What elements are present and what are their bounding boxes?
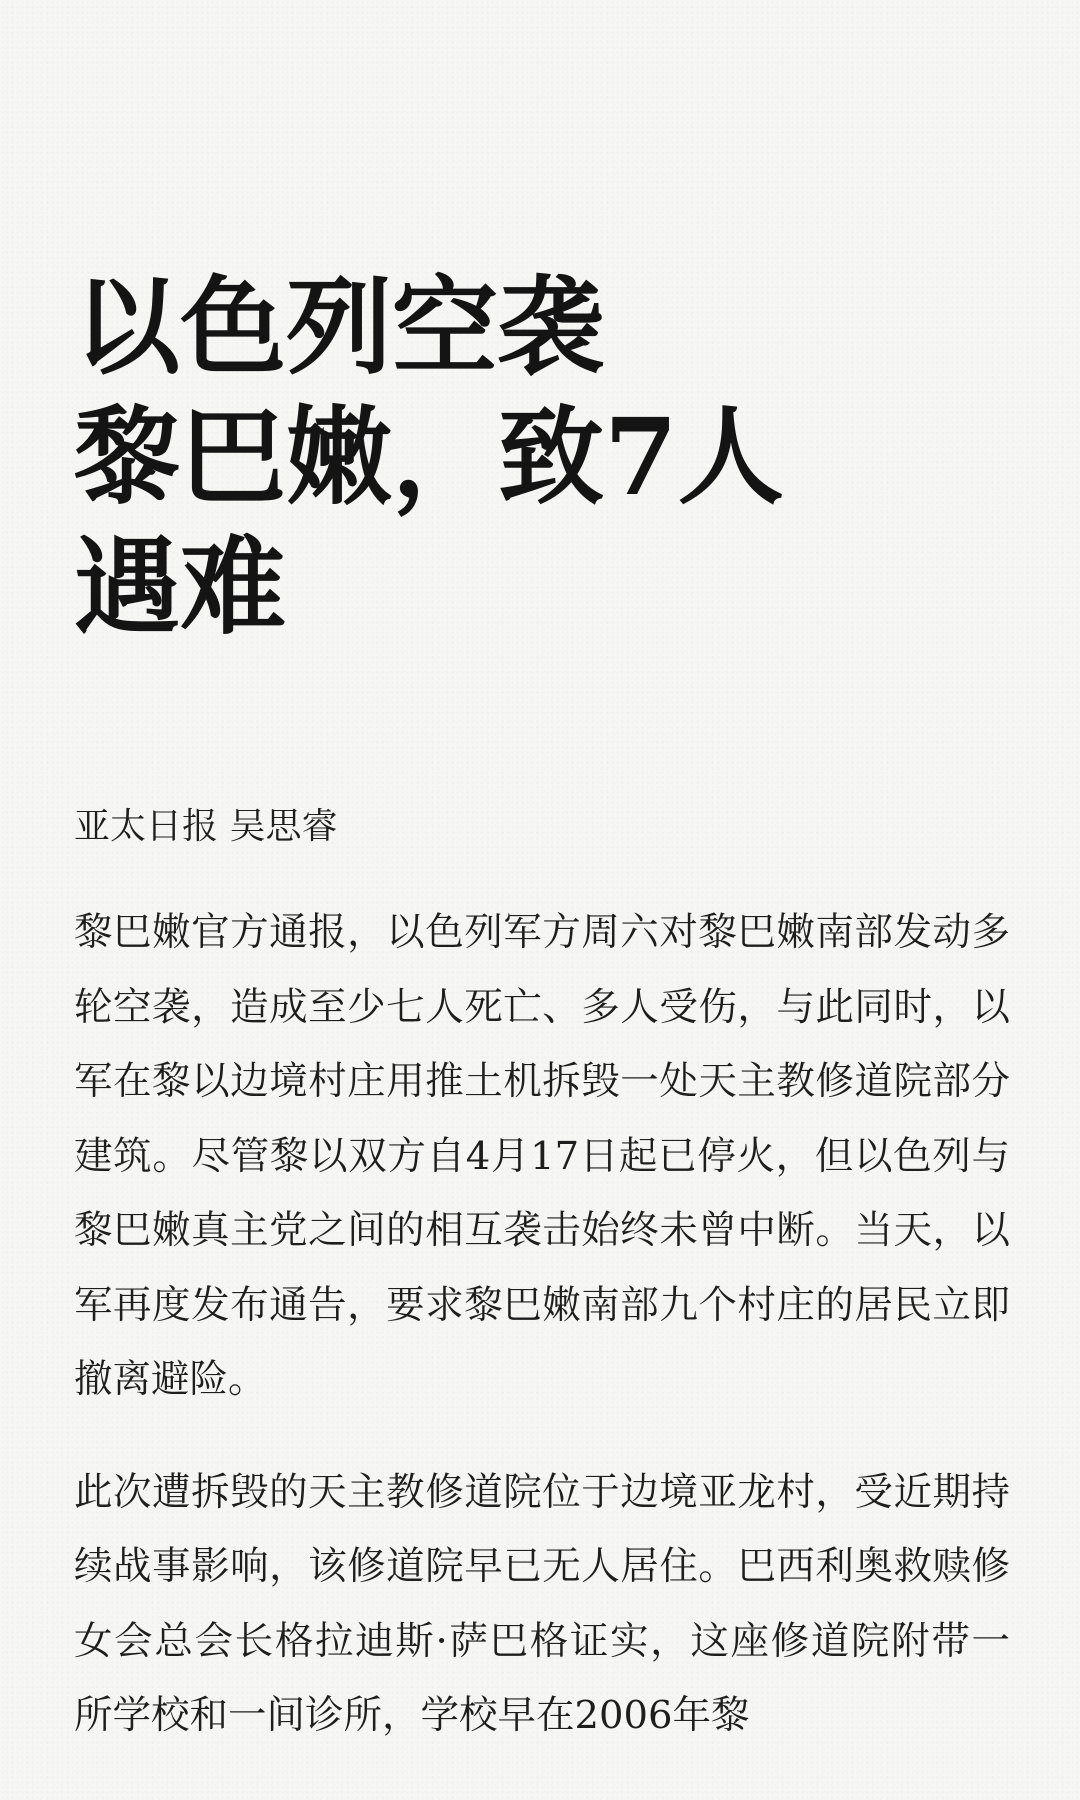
article-headline (74, 262, 1010, 652)
headline-line-3: 遇难 (74, 524, 286, 649)
article-byline: 亚太日报 吴思睿 (74, 806, 338, 847)
article-paragraph-1: 黎巴嫩官方通报，以色列军方周六对黎巴嫩南部发动多轮空袭，造成至少七人死亡、多人受伤，与此同时，以军在黎以边境村庄用推土机拆毁一处天主教修道院部分建筑。尽管黎以双方自4月17日起已停火，但以色列与黎巴嫩真主党之间的相互袭击始终未曾中断。当天，以军再度发布通告，要求黎巴嫩南部九个村庄的居民立即撤离避险。 (74, 910, 1010, 1402)
article-paragraph-2: 此次遭拆毁的天主教修道院位于边境亚龙村，受近期持续战事影响，该修道院早已无人居住。巴西利奥救赎修女会总会长格拉迪斯·萨巴格证实，这座修道院附带一所学校和一间诊所，学校早在2006年黎 (74, 1469, 1010, 1738)
headline-line-1: 以色列空袭 (74, 264, 604, 389)
headline-line-2: 黎巴嫩，致7人 (74, 394, 784, 519)
